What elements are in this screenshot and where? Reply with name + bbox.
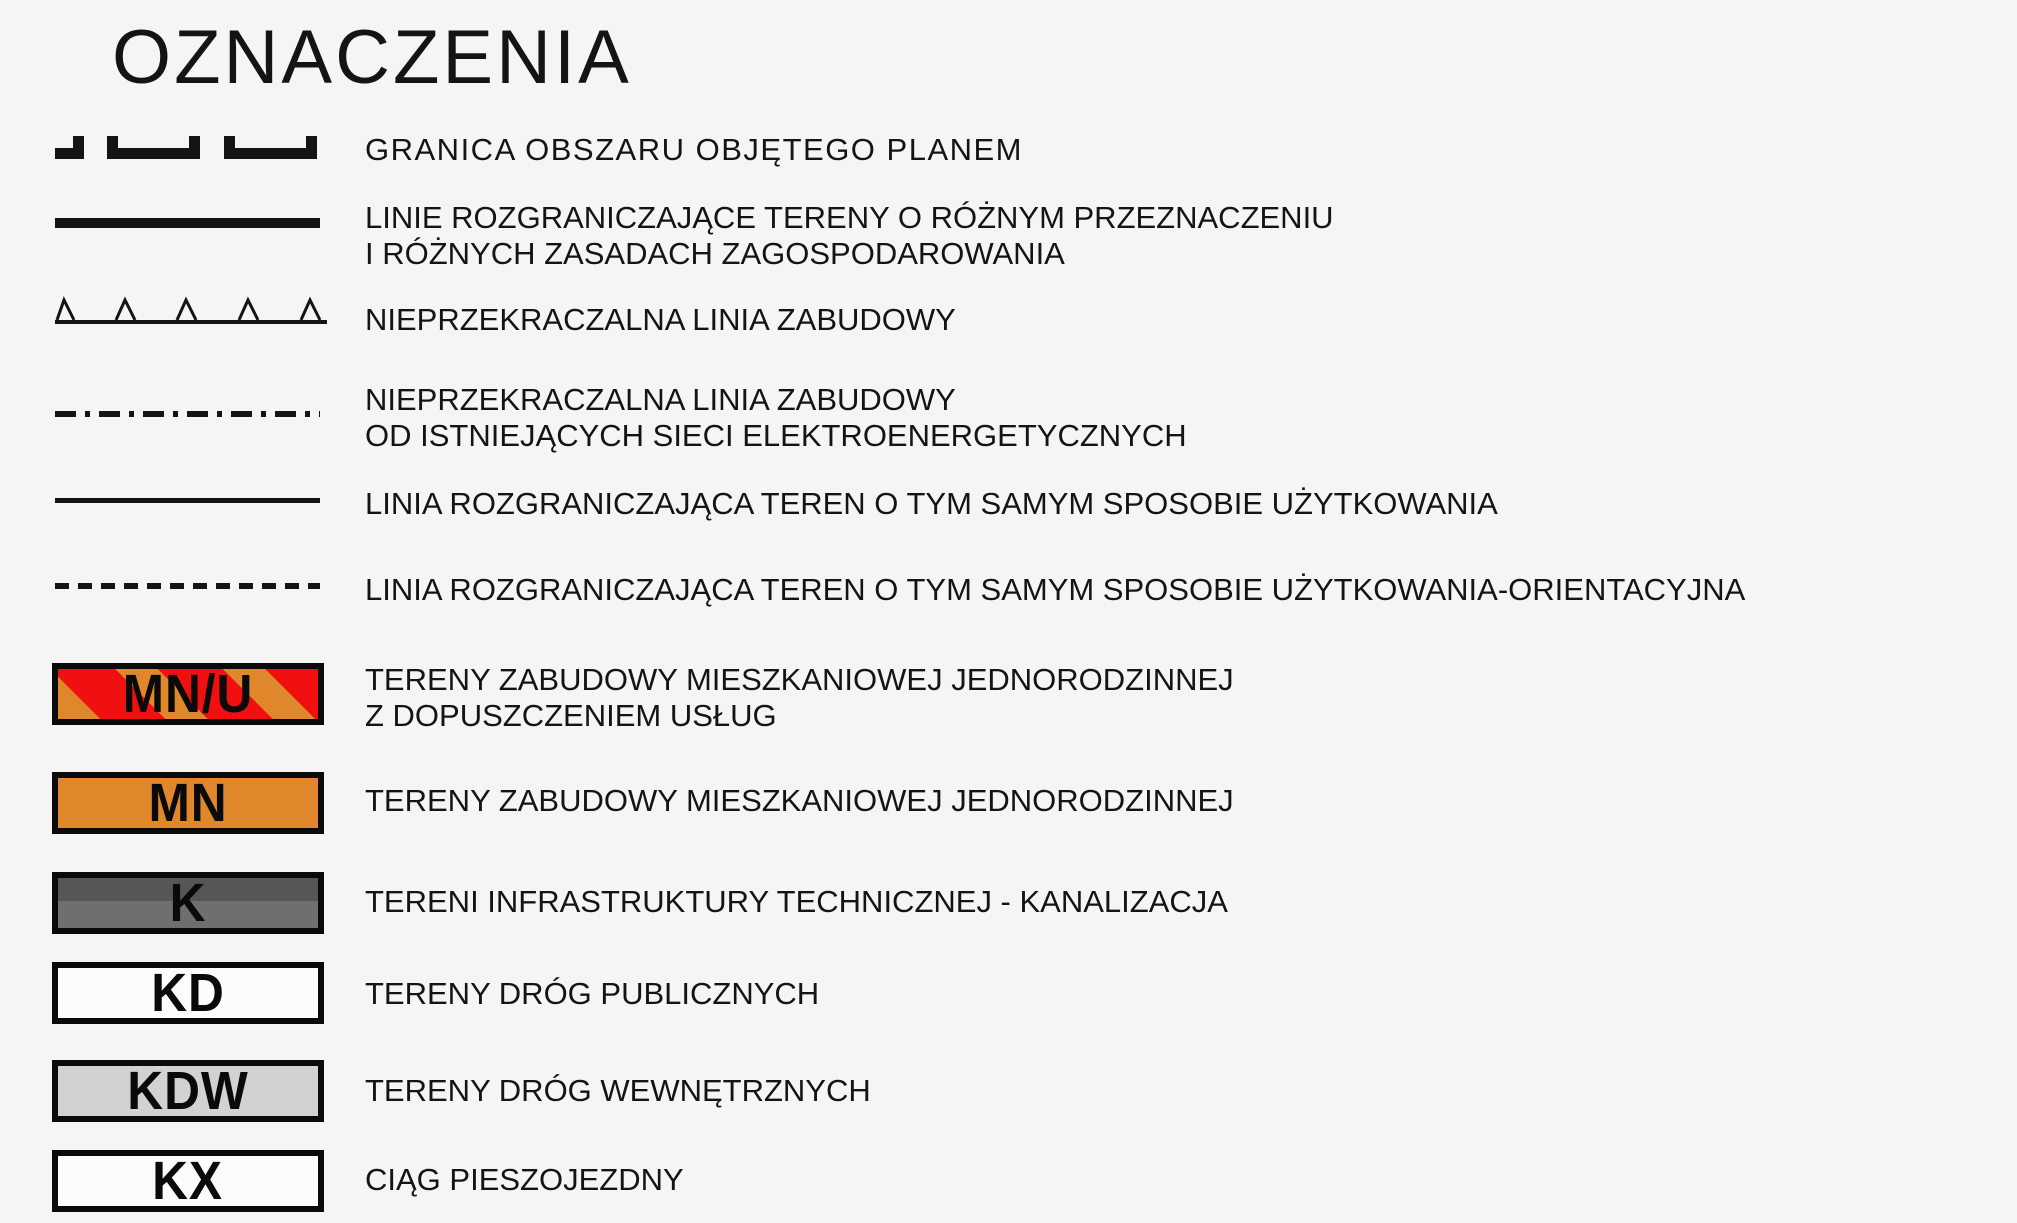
zone-k-label: TERENI INFRASTRUKTURY TECHNICZNEJ - KANALIZACJA xyxy=(365,884,1228,919)
solid-line-icon xyxy=(55,498,320,503)
legend-title: OZNACZENIA xyxy=(112,15,632,100)
plan-boundary-label: GRANICA OBSZARU OBJĘTEGO PLANEM xyxy=(365,132,1024,167)
plan-boundary-symbol-icon xyxy=(55,133,317,159)
zone-code-kx: KX xyxy=(152,1151,224,1211)
building-limit-power-label: NIEPRZEKRACZALNA LINIA ZABUDOWY OD ISTNIEJĄCYCH SIECI ELEKTROENERGETYCZNYCH xyxy=(365,382,1187,453)
zone-swatch-kdw xyxy=(52,1060,324,1122)
zone-swatch-kd xyxy=(52,962,324,1024)
zone-swatch-kx xyxy=(52,1150,324,1212)
zone-swatch-mnu xyxy=(52,663,324,725)
zone-mn-label: TERENY ZABUDOWY MIESZKANIOWEJ JEDNORODZINNEJ xyxy=(365,783,1234,818)
zone-kx-label: CIĄG PIESZOJEZDNY xyxy=(365,1162,684,1197)
zone-code-mn: MN xyxy=(148,773,228,833)
zone-swatch-k xyxy=(52,872,324,934)
zone-mnu-label: TERENY ZABUDOWY MIESZKANIOWEJ JEDNORODZINNEJ Z DOPUSZCZENIEM USŁUG xyxy=(365,662,1234,733)
zone-code-mnu: MN/U xyxy=(122,664,254,724)
zone-kdw-label: TERENY DRÓG WEWNĘTRZNYCH xyxy=(365,1073,871,1108)
dash-dot-line-icon xyxy=(55,408,320,420)
dividing-lines-label: LINIE ROZGRANICZAJĄCE TERENY O RÓŻNYM PRZEZNACZENIU I RÓŻNYCH ZASADACH ZAGOSPODAROWANIA xyxy=(365,200,1334,271)
building-limit-line-icon xyxy=(55,296,327,326)
zone-code-kdw: KDW xyxy=(127,1061,249,1121)
zone-code-k: K xyxy=(169,873,207,933)
same-use-orientational-label: LINIA ROZGRANICZAJĄCA TEREN O TYM SAMYM SPOSOBIE UŻYTKOWANIA-ORIENTACYJNA xyxy=(365,572,1746,607)
zone-kd-label: TERENY DRÓG PUBLICZNYCH xyxy=(365,976,820,1011)
dashed-line-icon xyxy=(55,580,320,592)
building-limit-label: NIEPRZEKRACZALNA LINIA ZABUDOWY xyxy=(365,302,956,337)
same-use-line-label: LINIA ROZGRANICZAJĄCA TEREN O TYM SAMYM SPOSOBIE UŻYTKOWANIA xyxy=(365,486,1498,521)
zone-code-kd: KD xyxy=(151,963,225,1023)
zone-swatch-mn xyxy=(52,772,324,834)
thick-solid-line-icon xyxy=(55,218,320,228)
